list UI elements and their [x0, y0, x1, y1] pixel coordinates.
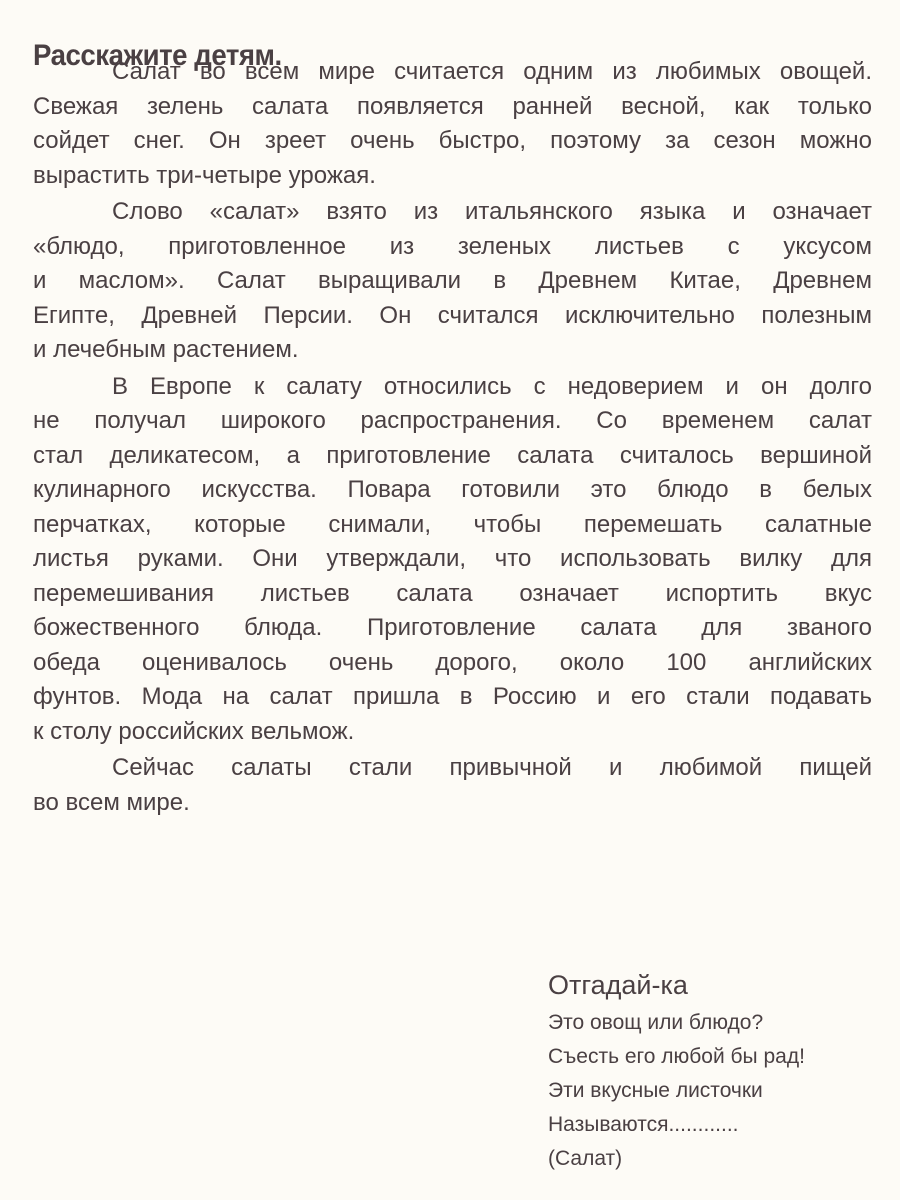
text-line: Салат во всем мире считается одним из любимых овощей.: [112, 58, 872, 85]
page-title: Расскажите детям.: [33, 39, 282, 73]
text-line: перчатках, которые снимали, чтобы перемешать салатные: [33, 510, 872, 538]
text-line: и лечебным растением.: [33, 336, 299, 363]
riddle-line: Это овощ или блюдо?: [548, 1011, 764, 1034]
text-line: божественного блюда. Приготовление салата для званого: [33, 614, 872, 641]
paragraph: [33, 751, 872, 820]
riddle-line: Эти вкусные листочки: [548, 1079, 763, 1102]
text-line: фунтов. Мода на салат пришла в Россию и его стали подавать: [33, 683, 872, 710]
text-line: листья руками. Они утверждали, что использовать вилку для: [33, 545, 872, 572]
text-line: и маслом». Салат выращивали в Древнем Китае, Древнем: [33, 267, 872, 294]
riddle-line: Съесть его любой бы рад!: [548, 1045, 805, 1068]
text-line: Слово «салат» взято из итальянского языка и означает: [112, 198, 872, 225]
text-line: не получал широкого распространения. Со временем салат: [33, 407, 872, 434]
story-text: [33, 55, 872, 820]
text-line: «блюдо, приготовленное из зеленых листьев с уксусом: [33, 232, 872, 260]
riddle-title: Отгадай-ка: [548, 970, 688, 1000]
riddle-line: Называются............: [548, 1113, 739, 1136]
text-line: Свежая зелень салата появляется ранней весной, как только: [33, 92, 872, 120]
text-line: кулинарного искусства. Повара готовили это блюдо в белых: [33, 476, 872, 503]
text-line: перемешивания листьев салата означает испортить вкус: [33, 579, 872, 607]
paragraph: [33, 55, 872, 193]
riddle-answer: (Салат): [548, 1147, 623, 1170]
text-line: В Европе к салату относились с недоверием и он долго: [112, 372, 872, 400]
text-line: Сейчас салаты стали привычной и любимой пищей: [112, 754, 872, 781]
paragraph: [33, 370, 872, 750]
text-line: вырастить три-четыре урожая.: [33, 161, 376, 189]
text-line: к столу российских вельмож.: [33, 717, 355, 745]
riddle-box: [548, 966, 878, 1176]
text-line: стал деликатесом, а приготовление салата считалось вершиной: [33, 441, 872, 469]
paragraph: [33, 195, 872, 368]
text-line: сойдет снег. Он зреет очень быстро, поэтому за сезон можно: [33, 127, 872, 154]
text-line: во всем мире.: [33, 788, 190, 816]
text-line: обеда оценивалось очень дорого, около 100 английских: [33, 648, 872, 676]
text-line: Египте, Древней Персии. Он считался исключительно полезным: [33, 301, 872, 329]
